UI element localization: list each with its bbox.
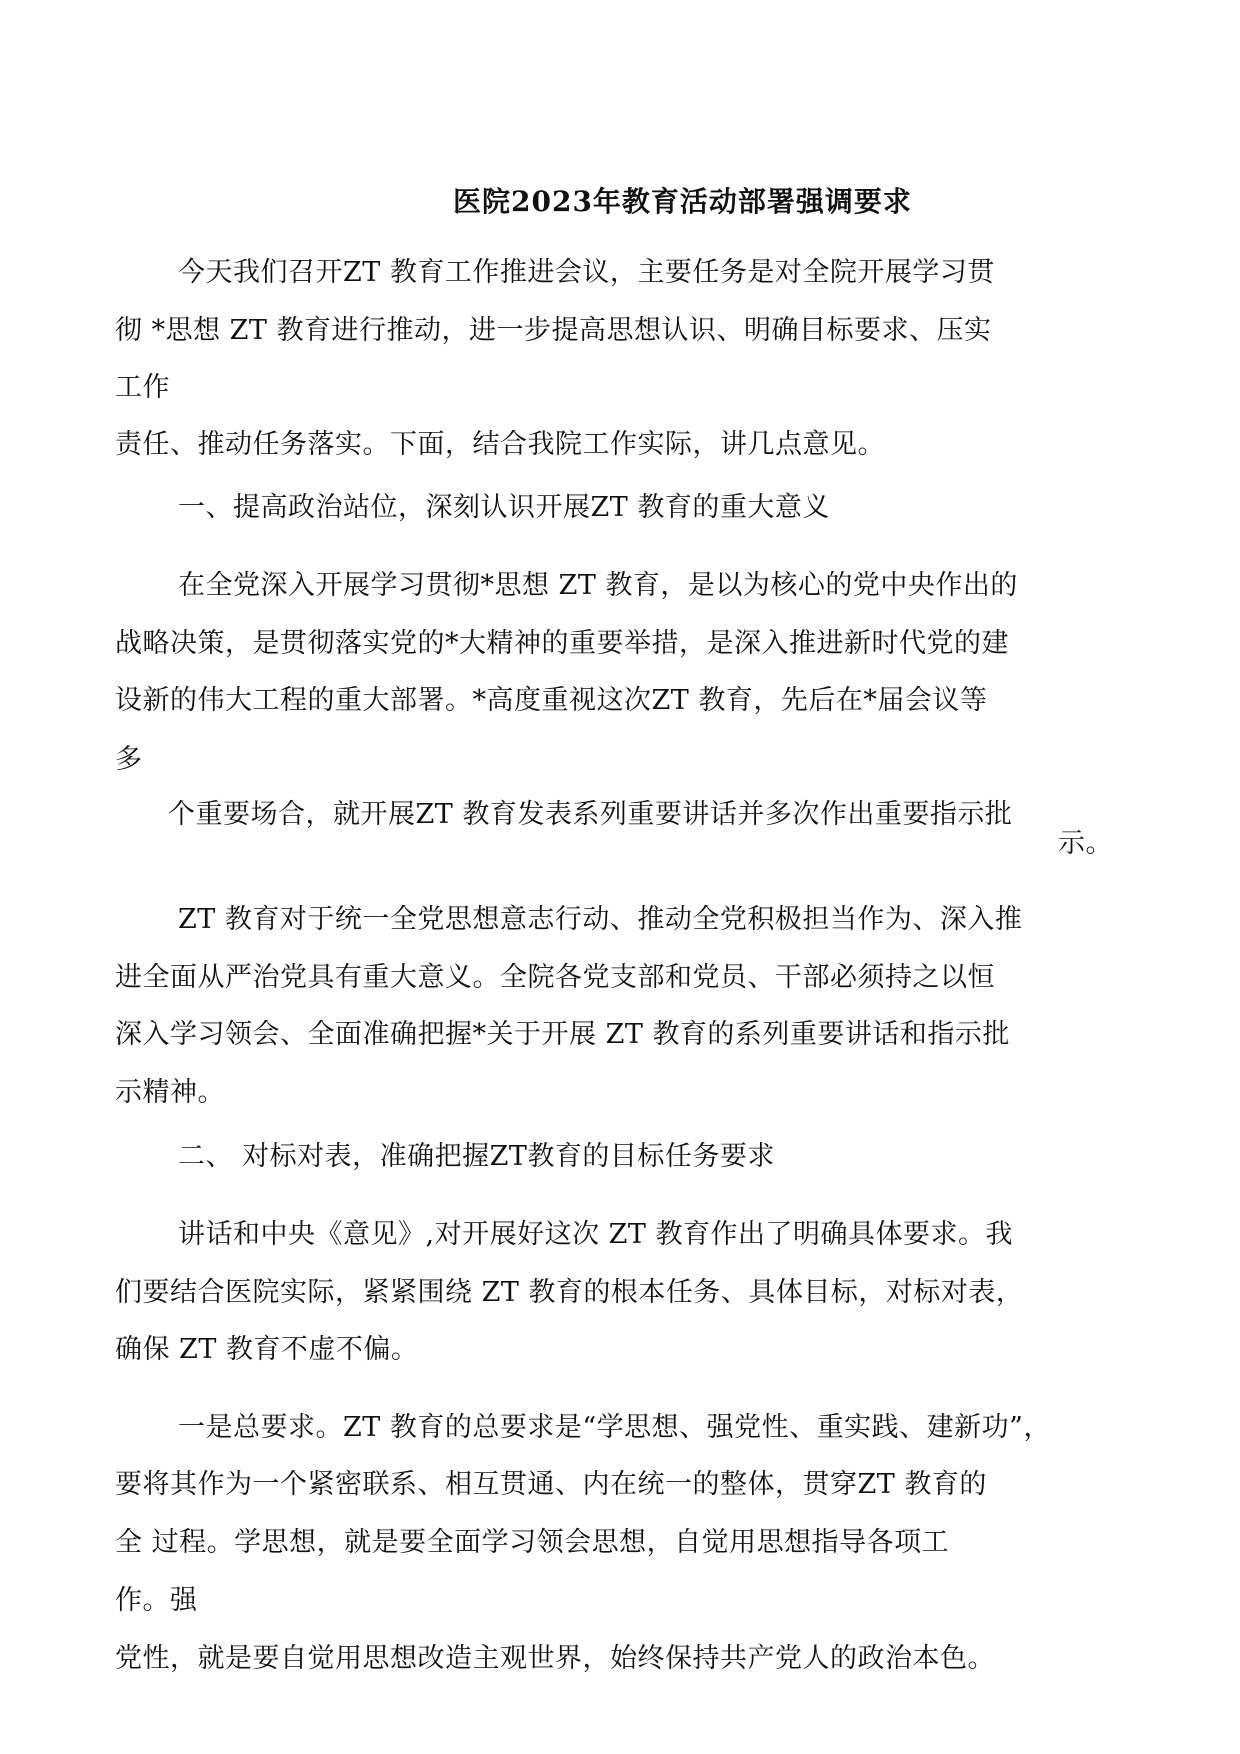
paragraph-2-line-4: 多	[115, 744, 143, 775]
paragraph-2-line-1: 在全党深入开展学习贯彻*思想 ZT 教育，是以为核心的党中央作出的	[178, 570, 1018, 601]
document-title: 医院2023年教育活动部署强调要求	[453, 185, 912, 218]
paragraph-2-line-6: 示。	[1058, 828, 1113, 859]
paragraph-5-line-2: 要将其作为一个紧密联系、相互贯通、内在统一的整体，贯穿ZT 教育的	[115, 1469, 987, 1500]
paragraph-3-line-1: ZT 教育对于统一全党思想意志行动、推动全党积极担当作为、深入推	[178, 904, 1023, 935]
paragraph-2-line-3: 设新的伟大工程的重大部署。*高度重视这次ZT 教育，先后在*届会议等	[115, 685, 988, 716]
paragraph-3-line-2: 进全面从严治党具有重大意义。全院各党支部和党员、干部必须持之以恒	[115, 962, 995, 993]
section-heading-1: 一、提高政治站位，深刻认识开展ZT 教育的重大意义	[178, 492, 830, 523]
section-heading-2: 二、 对标对表，准确把握ZT教育的目标任务要求	[178, 1141, 775, 1172]
paragraph-1-line-3: 工作	[115, 372, 170, 403]
paragraph-2-line-2: 战略决策，是贯彻落实党的*大精神的重要举措，是深入推进新时代党的建	[115, 628, 1009, 659]
paragraph-2-line-5: 个重要场合，就开展ZT 教育发表系列重要讲话并多次作出重要指示批	[168, 799, 1013, 830]
paragraph-5-line-1: 一是总要求。ZT 教育的总要求是“学思想、强党性、重实践、建新功”，	[178, 1412, 1051, 1443]
paragraph-5-line-4: 作。强	[115, 1585, 198, 1616]
paragraph-1-line-4: 责任、推动任务落实。下面，结合我院工作实际，讲几点意见。	[115, 429, 885, 460]
paragraph-3-line-4: 示精神。	[115, 1077, 225, 1108]
paragraph-1-line-2: 彻 *思想 ZT 教育进行推动，进一步提高思想认识、明确目标要求、压实	[115, 315, 992, 346]
paragraph-1-line-1: 今天我们召开ZT 教育工作推进会议，主要任务是对全院开展学习贯	[178, 257, 995, 288]
paragraph-4-line-1: 讲话和中央《意见》,对开展好这次 ZT 教育作出了明确具体要求。我	[178, 1219, 1014, 1250]
paragraph-3-line-3: 深入学习领会、全面准确把握*关于开展 ZT 教育的系列重要讲话和指示批	[115, 1019, 1010, 1050]
paragraph-4-line-3: 确保 ZT 教育不虚不偏。	[115, 1334, 419, 1365]
paragraph-5-line-5: 党性，就是要自觉用思想改造主观世界，始终保持共产党人的政治本色。	[115, 1643, 995, 1674]
paragraph-5-line-3: 全 过程。学思想，就是要全面学习领会思想，自觉用思想指导各项工	[115, 1527, 950, 1558]
paragraph-4-line-2: 们要结合医院实际，紧紧围绕 ZT 教育的根本任务、具体目标，对标对表，	[115, 1277, 1024, 1308]
